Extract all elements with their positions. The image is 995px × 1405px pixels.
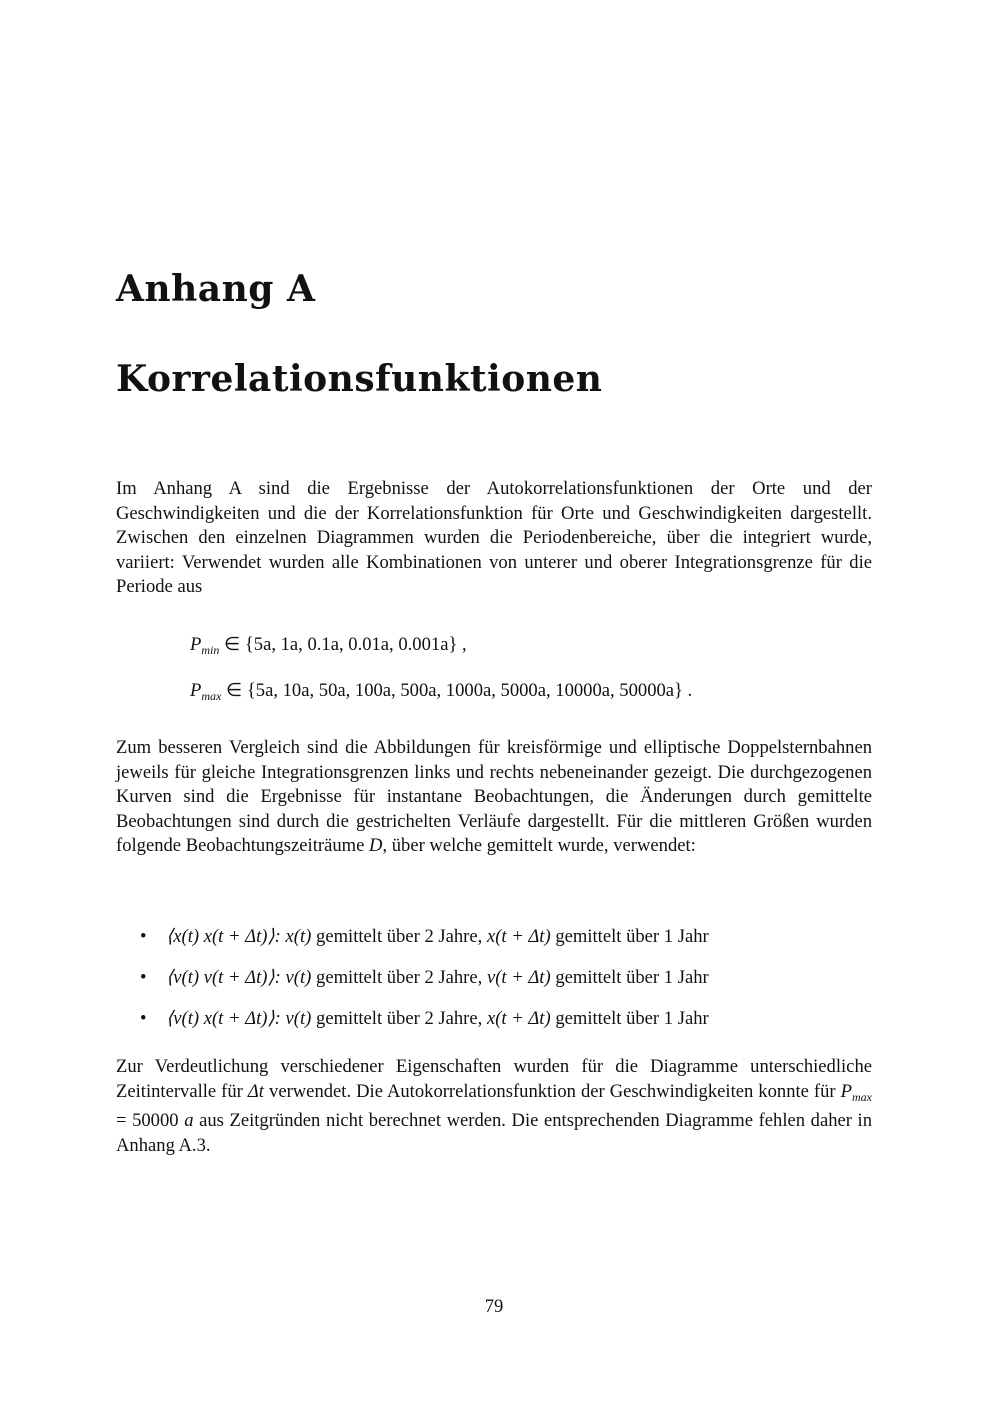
bullet-icon: • (140, 967, 147, 988)
observation-period-list (140, 925, 880, 1048)
equation-pmin (190, 634, 467, 658)
bullet-second-text: gemittelt über 1 Jahr (555, 967, 709, 988)
chapter-title: Korrelationsfunktionen (116, 358, 603, 400)
closing-text-end: aus Zeitgründen nicht berechnet werden. Die entsprechenden Diagramme fehlen daher in Anhang A.3. (116, 1110, 872, 1156)
pmin-subscript: min (201, 643, 220, 657)
pmax-subscript: max (201, 689, 222, 703)
bullet-first-text: gemittelt über 2 Jahre, (316, 967, 483, 988)
comparison-end-text: , über welche gemittelt wurde, verwendet: (382, 835, 696, 856)
bullet-first-quantity: x(t) (285, 926, 312, 947)
bullet-first-text: gemittelt über 2 Jahre, (316, 1008, 483, 1029)
intro-paragraph: Im Anhang A sind die Ergebnisse der Autokorrelationsfunktionen der Orte und der Geschwindigkeiten und die der Korrelationsfunktion für Orte und Geschwindigkeiten dargestellt. Zwischen den einzelnen Diagrammen wurden die Periodenbereiche, über die integriert wurde, variiert: Verwendet wurden alle Kombinationen von unterer und oberer Integrationsgrenze für die Periode aus (116, 478, 872, 597)
bullet-second-text: gemittelt über 1 Jahr (555, 1008, 709, 1029)
chapter-label: Anhang A (116, 268, 316, 310)
closing-unit: a (184, 1110, 194, 1131)
page-number: 79 (484, 1296, 504, 1317)
bullet-icon: • (140, 1008, 147, 1029)
pmin-set: ∈ {5a, 1a, 0.1a, 0.01a, 0.001a} , (224, 634, 467, 655)
closing-value: = 50000 (116, 1110, 179, 1131)
comparison-text: Zum besseren Vergleich sind die Abbildungen für kreisförmige und elliptische Doppelsternbahnen jeweils für gleiche Integrationsgrenzen links und rechts nebeneinander gezeigt. Die durchgezogenen Kurven sind die Ergebnisse für instantane Beobachtungen, die Änderungen durch gemittelte Beobachtungen sind durch die gestrichelten Verläufe dargestellt. Für die mittleren Größen wurden folgende Beobachtungszeiträume (116, 737, 872, 856)
bullet-second-quantity: x(t + Δt) (486, 1008, 551, 1029)
equation-pmax (190, 680, 692, 704)
pmax-set: ∈ {5a, 10a, 50a, 100a, 500a, 1000a, 5000a, 10000a, 50000a} . (226, 680, 693, 701)
bullet-expression: ⟨x(t) x(t + Δt)⟩: (166, 926, 281, 947)
closing-variable: P (840, 1080, 853, 1102)
bullet-second-quantity: v(t + Δt) (486, 967, 551, 988)
list-item (140, 966, 880, 1007)
bullet-first-quantity: v(t) (285, 1008, 312, 1029)
bullet-icon: • (140, 926, 147, 947)
list-item (140, 925, 880, 966)
list-item (140, 1007, 880, 1048)
bullet-second-quantity: x(t + Δt) (486, 926, 551, 947)
closing-text-mid: verwendet. Die Autokorrelationsfunktion der Geschwindigkeiten konnte für (269, 1080, 836, 1102)
bullet-expression: ⟨v(t) x(t + Δt)⟩: (166, 1008, 281, 1029)
closing-text-start: Zur Verdeutlichung verschiedener Eigenschaften wurden für die Diagramme unterschiedliche Zeitintervalle für (116, 1056, 872, 1102)
closing-delta: Δt (247, 1080, 264, 1102)
pmin-variable: P (190, 634, 202, 655)
closing-paragraph (116, 1055, 872, 1158)
comparison-paragraph (116, 736, 872, 859)
comparison-variable: D (369, 835, 383, 856)
bullet-first-quantity: v(t) (285, 967, 312, 988)
bullet-expression: ⟨v(t) v(t + Δt)⟩: (166, 967, 281, 988)
bullet-second-text: gemittelt über 1 Jahr (555, 926, 709, 947)
bullet-first-text: gemittelt über 2 Jahre, (316, 926, 483, 947)
closing-subscript: max (852, 1089, 873, 1104)
document-page (116, 0, 872, 1405)
pmax-variable: P (190, 680, 202, 701)
